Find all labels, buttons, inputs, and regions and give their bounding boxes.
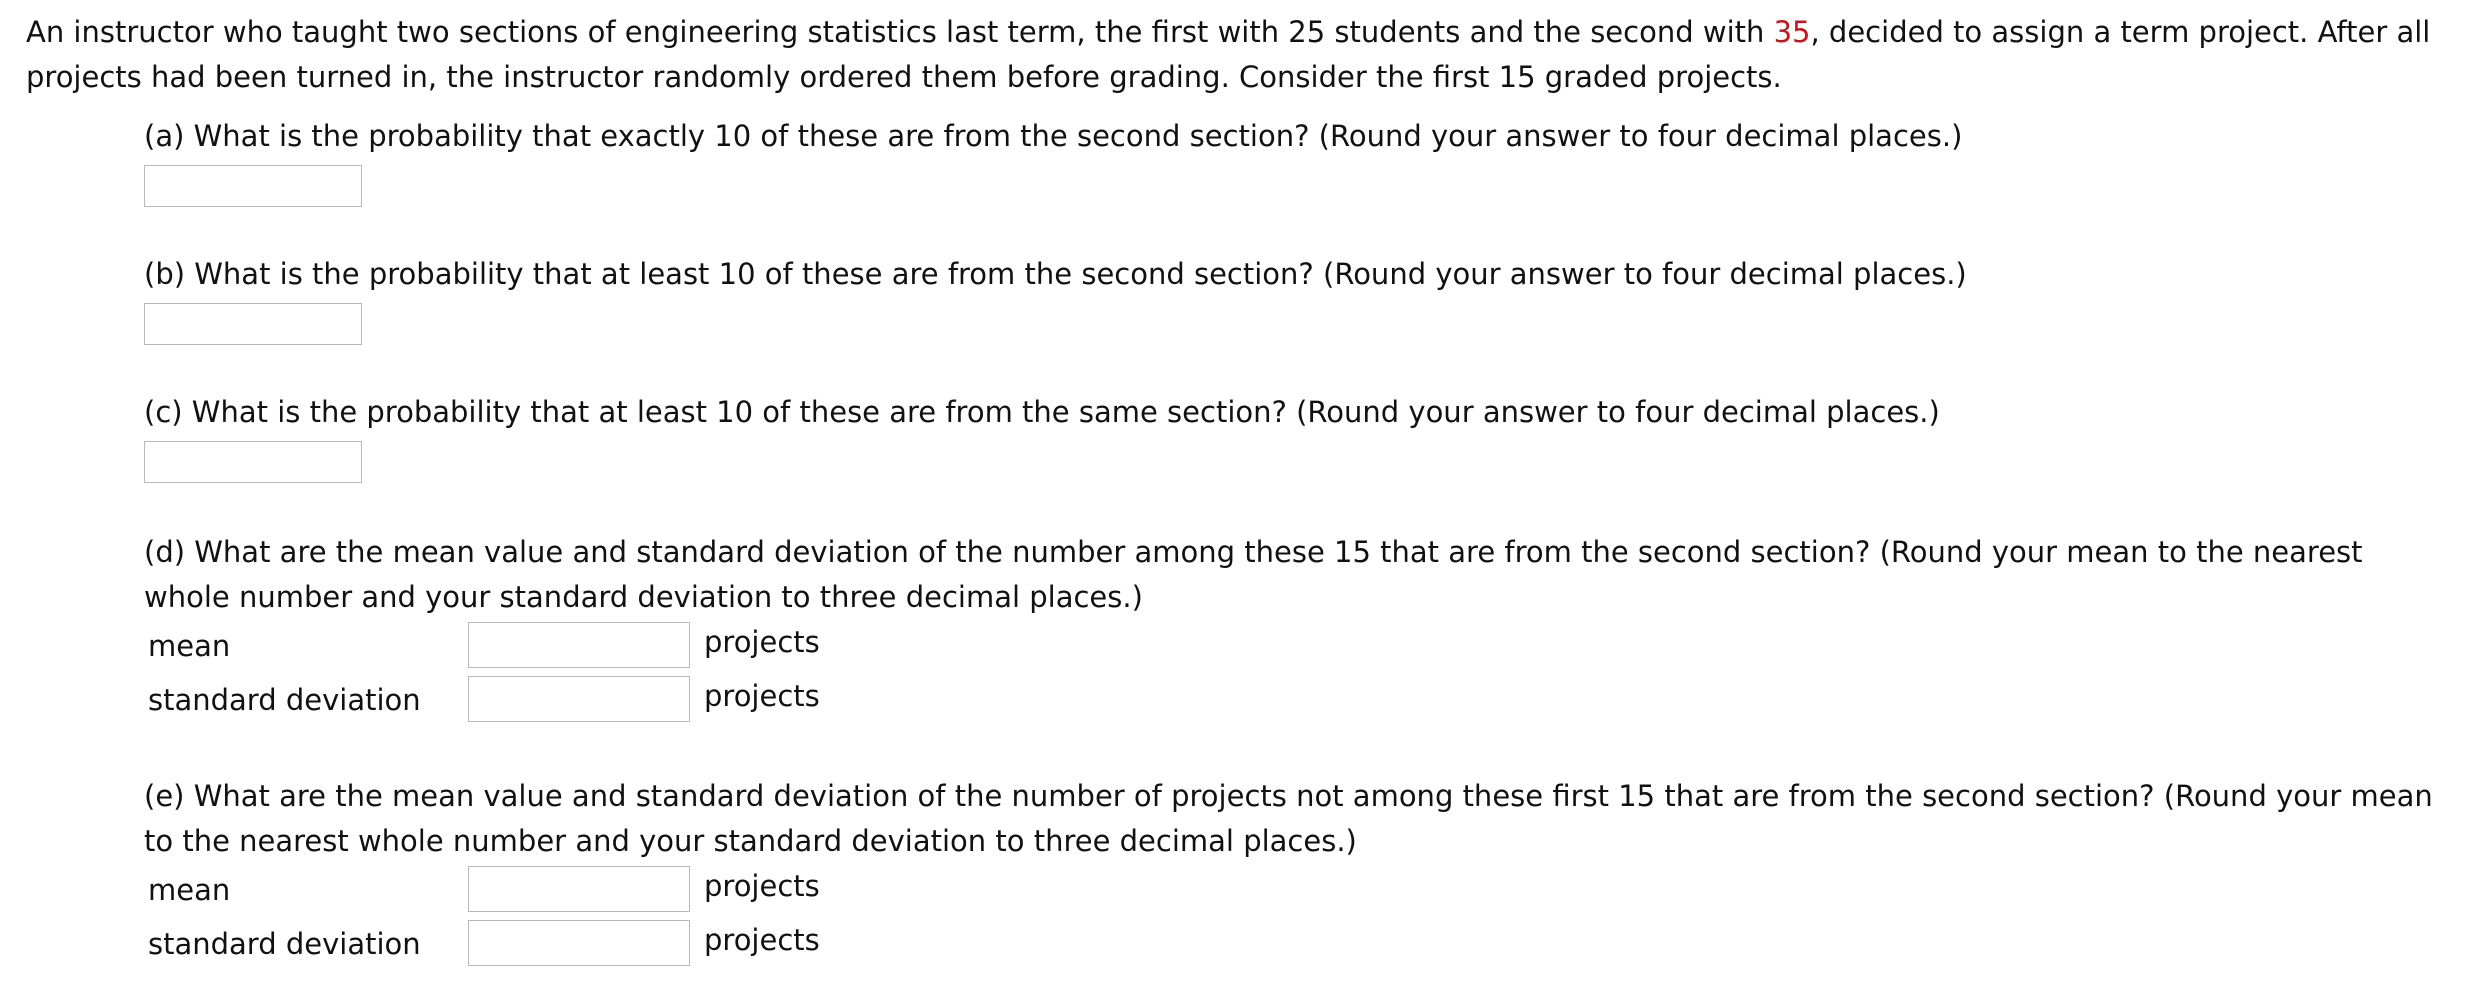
intro-text-before: An instructor who taught two sections of engineering statistics last term, the first with 25 students and the second with: [26, 15, 1774, 49]
part-c-question: (c) What is the probability that at least 10 of these are from the same section? (Round your answer to four decimal places.): [144, 395, 1940, 429]
part-a-question: (a) What is the probability that exactly 10 of these are from the second section? (Round your answer to four decimal places.): [144, 119, 1963, 153]
part-d-sd-unit: projects: [704, 679, 820, 713]
part-e-sd-unit: projects: [704, 923, 820, 957]
part-d: [144, 530, 2444, 620]
highlighted-value: 35: [1773, 15, 1811, 49]
part-d-sd-row: [148, 676, 1048, 722]
part-e-mean-unit: projects: [704, 869, 820, 903]
part-d-sd-input[interactable]: [468, 676, 690, 722]
part-a: [144, 114, 2444, 207]
part-d-mean-row: [148, 622, 1048, 668]
part-b-question: (b) What is the probability that at least 10 of these are from the second section? (Round your answer to four decimal places.): [144, 257, 1967, 291]
part-d-mean-label: mean: [148, 629, 231, 663]
part-d-mean-unit: projects: [704, 625, 820, 659]
problem-statement: [26, 10, 2446, 100]
part-e-sd-label: standard deviation: [148, 927, 421, 961]
part-e-mean-input[interactable]: [468, 866, 690, 912]
part-e-mean-label: mean: [148, 873, 231, 907]
part-e-sd-input[interactable]: [468, 920, 690, 966]
part-e-mean-row: [148, 866, 1048, 912]
part-e: [144, 774, 2444, 864]
part-b: [144, 252, 2444, 345]
part-e-question: (e) What are the mean value and standard deviation of the number of projects not among these first 15 that are from the second section? (Round your mean to the nearest whole number and your standard deviation to three decimal places.): [144, 779, 2433, 858]
intro-text-after: , decided to assign a term project. After all projects had been turned in, the instructor randomly ordered them before grading. Consider the first 15 graded projects.: [26, 15, 2431, 94]
part-e-sd-row: [148, 920, 1048, 966]
part-d-question: (d) What are the mean value and standard deviation of the number among these 15 that are from the second section? (Round your mean to the nearest whole number and your standard deviation to three decimal places.): [144, 535, 2363, 614]
part-b-answer-input[interactable]: [144, 303, 362, 345]
part-d-sd-label: standard deviation: [148, 683, 421, 717]
part-c-answer-input[interactable]: [144, 441, 362, 483]
part-a-answer-input[interactable]: [144, 165, 362, 207]
part-d-mean-input[interactable]: [468, 622, 690, 668]
part-c: [144, 390, 2444, 483]
